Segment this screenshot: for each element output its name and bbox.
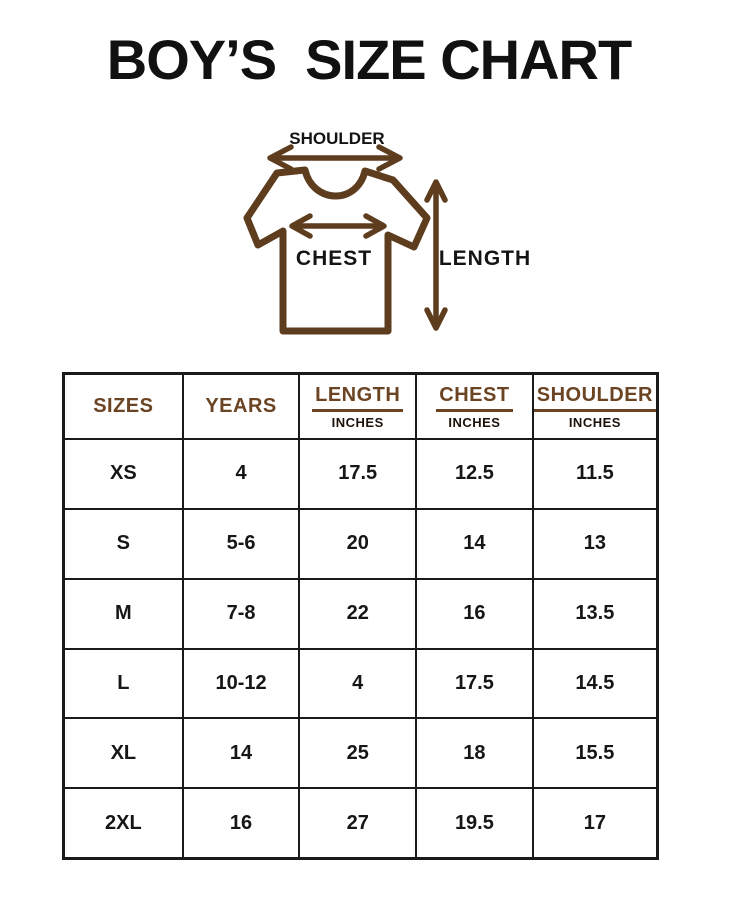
cell-value: 22 [346, 602, 369, 625]
cell-value: M [115, 602, 132, 625]
table-row-s-shoulder [532, 508, 656, 578]
table-row-2xl-length [298, 787, 415, 857]
cell-value: 27 [346, 811, 369, 834]
cell-value: 14 [229, 741, 253, 764]
cell-value: 13 [583, 532, 606, 555]
table-row-xl-length [298, 717, 415, 787]
table-row-l-length [298, 648, 415, 718]
tshirt-diagram-svg [230, 118, 542, 354]
shoulder-arrow [270, 147, 400, 169]
shoulder-label: SHOULDER [289, 129, 385, 148]
cell-value: L [117, 671, 130, 694]
header-label: SHOULDER [534, 384, 656, 412]
cell-value: XS [110, 462, 137, 485]
table-header-length [298, 375, 415, 438]
cell-value: 12.5 [454, 462, 494, 485]
length-label: LENGTH [438, 247, 532, 270]
cell-value: 20 [346, 532, 369, 555]
cell-value: 13.5 [575, 602, 615, 625]
chest-label: CHEST [295, 247, 373, 270]
table-row-2xl-chest [415, 787, 532, 857]
table-row-l-size [65, 648, 182, 718]
cell-value: XL [110, 741, 137, 764]
table-row-xl-size [65, 717, 182, 787]
table-row-xs-size [65, 438, 182, 508]
cell-value: 2XL [105, 811, 142, 834]
cell-value: 4 [352, 671, 364, 694]
header-label: YEARS [205, 395, 277, 417]
cell-value: 5-6 [226, 532, 256, 555]
header-label: LENGTH [312, 384, 403, 412]
table-row-xl-years [182, 717, 299, 787]
table-row-s-years [182, 508, 299, 578]
header-unit: INCHES [331, 414, 384, 430]
table-row-m-chest [415, 578, 532, 648]
table-header-sizes [65, 375, 182, 438]
cell-value: 11.5 [575, 462, 614, 485]
cell-value: 10-12 [215, 671, 267, 694]
table-row-xs-chest [415, 438, 532, 508]
table-row-m-length [298, 578, 415, 648]
cell-value: 14 [463, 532, 486, 555]
table-row-l-shoulder [532, 648, 656, 718]
table-header-shoulder [532, 375, 656, 438]
cell-value: 25 [346, 741, 369, 764]
cell-value: 7-8 [226, 602, 256, 625]
cell-value: 14.5 [575, 671, 615, 694]
table-row-s-size [65, 508, 182, 578]
table-row-s-length [298, 508, 415, 578]
table-header-chest [415, 375, 532, 438]
cell-value: 16 [463, 602, 486, 625]
table-row-xs-shoulder [532, 438, 656, 508]
header-unit: INCHES [448, 414, 501, 430]
header-label: CHEST [436, 384, 512, 412]
table-row-2xl-shoulder [532, 787, 656, 857]
table-row-m-shoulder [532, 578, 656, 648]
table-row-l-years [182, 648, 299, 718]
table-row-xl-chest [415, 717, 532, 787]
table-row-2xl-years [182, 787, 299, 857]
cell-value: 17 [583, 811, 606, 834]
size-table [62, 372, 659, 860]
cell-value: 4 [235, 462, 247, 485]
header-unit: INCHES [568, 414, 621, 430]
table-row-l-chest [415, 648, 532, 718]
cell-value: 19.5 [454, 811, 494, 834]
page-title: BOY’S SIZE CHART [106, 28, 632, 91]
cell-value: 16 [229, 811, 253, 834]
header-label: SIZES [93, 395, 154, 417]
tshirt-measurement-diagram [230, 118, 542, 354]
table-row-2xl-size [65, 787, 182, 857]
cell-value: 18 [463, 741, 486, 764]
cell-value: 17.5 [454, 671, 494, 694]
cell-value: S [116, 532, 131, 555]
table-row-xl-shoulder [532, 717, 656, 787]
table-header-years [182, 375, 299, 438]
cell-value: 15.5 [575, 741, 615, 764]
table-row-xs-length [298, 438, 415, 508]
table-row-s-chest [415, 508, 532, 578]
cell-value: 17.5 [338, 462, 378, 485]
table-row-m-size [65, 578, 182, 648]
table-row-xs-years [182, 438, 299, 508]
table-row-m-years [182, 578, 299, 648]
